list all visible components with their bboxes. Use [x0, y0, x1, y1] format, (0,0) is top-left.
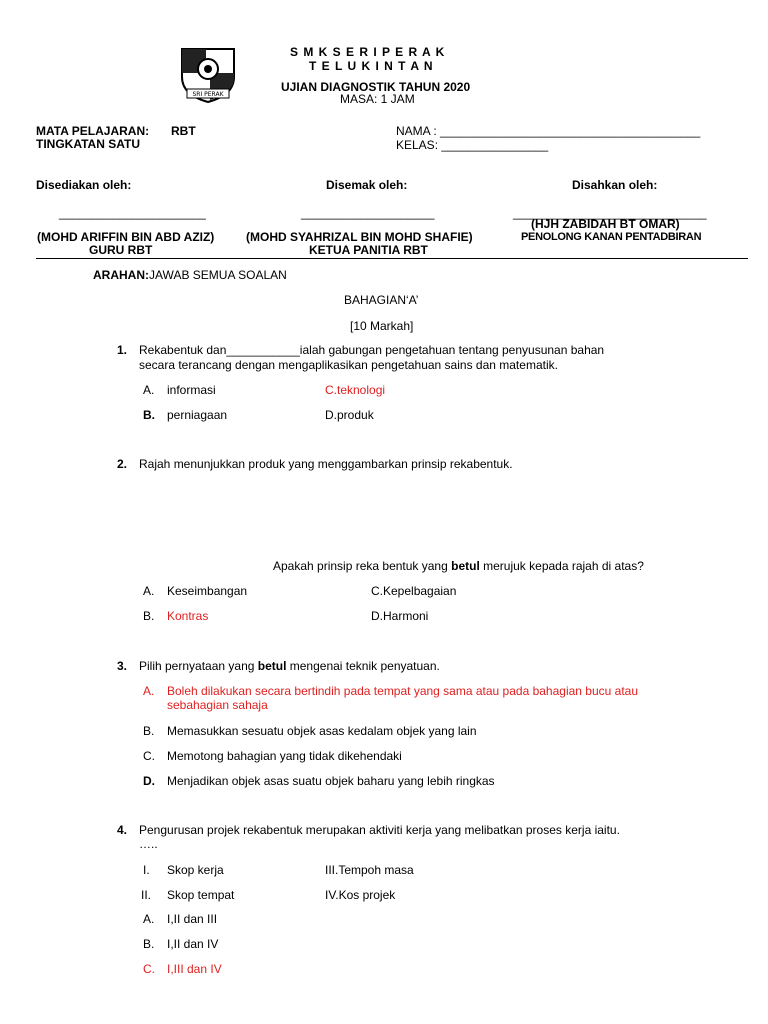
checked-by-title: KETUA PANITIA RBT	[309, 243, 428, 257]
section-marks: [10 Markah]	[350, 319, 414, 333]
q4-option-b-letter: B.	[143, 937, 155, 951]
name-field[interactable]: NAMA : _______________________________________	[396, 124, 701, 138]
q3-option-a-line1[interactable]: Boleh dilakukan secara bertindih pada tempat yang sama atau pada bahagian bucu atau	[167, 684, 639, 698]
q3-text	[139, 659, 440, 673]
q1-option-b[interactable]: perniagaan	[167, 408, 228, 422]
q1-option-c[interactable]: C.teknologi	[325, 383, 386, 397]
prepared-by-label: Disediakan oleh:	[36, 178, 132, 192]
header-divider	[36, 258, 748, 259]
approved-by-label: Disahkan oleh:	[572, 178, 658, 192]
q3-option-a-letter: A.	[143, 684, 155, 698]
q2-option-d[interactable]: D.Harmoni	[371, 609, 429, 623]
prepared-by-signature-line: ______________________	[59, 206, 206, 220]
q4-option-b[interactable]: I,II dan IV	[167, 937, 219, 951]
q2-question-bold: betul	[451, 559, 480, 573]
checked-by-signature-line: ____________________	[301, 206, 435, 220]
q1-text-line2: secara terancang dengan mengaplikasikan pengetahuan sains dan matematik.	[139, 358, 558, 372]
q4-item-ii-label: II.	[141, 888, 152, 902]
instructions-label: ARAHAN:	[93, 268, 149, 282]
section-title: BAHAGIAN‘A’	[344, 293, 419, 307]
approved-by-name: (HJH ZABIDAH BT OMAR)	[531, 217, 680, 231]
q1-option-a-letter: A.	[143, 383, 155, 397]
q4-option-c-letter: C.	[143, 962, 155, 976]
q1-option-d[interactable]: D.produk	[325, 408, 374, 422]
q4-text-line2: …..	[139, 837, 158, 851]
school-name: S M K S E R I P E R A K	[290, 45, 446, 59]
q2-question	[273, 559, 644, 573]
checked-by-name: (MOHD SYAHRIZAL BIN MOHD SHAFIE)	[246, 230, 473, 244]
exam-title: UJIAN DIAGNOSTIK TAHUN 2020	[281, 80, 471, 94]
instructions-text: JAWAB SEMUA SOALAN	[149, 268, 287, 282]
q4-option-a-letter: A.	[143, 912, 155, 926]
subject-label: MATA PELAJARAN:	[36, 124, 150, 138]
q4-item-i-label: I.	[143, 863, 150, 877]
q4-text-line1: Pengurusan projek rekabentuk merupakan aktiviti kerja yang melibatkan proses kerja iaitu.	[139, 823, 620, 837]
q2-question-pre: Apakah prinsip reka bentuk yang	[273, 559, 452, 573]
q4-option-c[interactable]: I,III dan IV	[167, 962, 222, 976]
class-field[interactable]: KELAS: ________________	[396, 138, 549, 152]
q1-option-a[interactable]: informasi	[167, 383, 216, 397]
q3-option-a-line2[interactable]: sebahagian sahaja	[167, 698, 268, 712]
prepared-by-name: (MOHD ARIFFIN BIN ABD AZIZ)	[37, 230, 215, 244]
q3-option-d[interactable]: Menjadikan objek asas suatu objek baharu yang lebih ringkas	[167, 774, 495, 788]
school-crest-logo	[178, 43, 238, 105]
q4-item-iii: III.Tempoh masa	[325, 863, 414, 877]
svg-text:SRI PERAK: SRI PERAK	[192, 91, 224, 98]
subject-value: RBT	[171, 124, 196, 138]
q2-option-b-letter: B.	[143, 609, 155, 623]
q4-item-iv: IV.Kos projek	[325, 888, 396, 902]
q2-number: 2.	[117, 457, 128, 471]
q3-text-bold: betul	[257, 659, 287, 673]
q2-option-c[interactable]: C.Kepelbagaian	[371, 584, 457, 598]
q3-text-post: mengenai teknik penyatuan.	[286, 659, 440, 673]
exam-duration: MASA: 1 JAM	[340, 92, 415, 106]
q3-text-pre: Pilih pernyataan yang	[139, 659, 258, 673]
q4-option-a[interactable]: I,II dan III	[167, 912, 218, 926]
q3-option-c-letter: C.	[143, 749, 155, 763]
checked-by-label: Disemak oleh:	[326, 178, 408, 192]
school-town: T E L U K I N T A N	[309, 59, 434, 73]
approved-by-title: PENOLONG KANAN PENTADBIRAN	[521, 231, 702, 243]
q4-item-ii: Skop tempat	[167, 888, 235, 902]
q3-option-d-letter: D.	[143, 774, 155, 788]
q1-text-line1: Rekabentuk dan___________ialah gabungan pengetahuan tentang penyusunan bahan	[139, 343, 605, 357]
instructions	[93, 268, 287, 282]
q3-option-b[interactable]: Memasukkan sesuatu objek asas kedalam objek yang lain	[167, 724, 477, 738]
q4-number: 4.	[117, 823, 128, 837]
q1-number: 1.	[117, 343, 128, 357]
q4-item-i: Skop kerja	[167, 863, 224, 877]
q3-option-c[interactable]: Memotong bahagian yang tidak dikehendaki	[167, 749, 402, 763]
form-level: TINGKATAN SATU	[36, 137, 140, 151]
q2-option-b[interactable]: Kontras	[167, 609, 209, 623]
q2-option-a[interactable]: Keseimbangan	[167, 584, 248, 598]
q2-text: Rajah menunjukkan produk yang menggambarkan prinsip rekabentuk.	[139, 457, 513, 471]
q1-option-b-letter: B.	[143, 408, 155, 422]
prepared-by-title: GURU RBT	[89, 243, 153, 257]
approved-by-signature-line: _____________________________	[513, 206, 707, 220]
q3-option-b-letter: B.	[143, 724, 155, 738]
q2-option-a-letter: A.	[143, 584, 155, 598]
q3-number: 3.	[117, 659, 128, 673]
q2-question-post: merujuk kepada rajah di atas?	[479, 559, 644, 573]
